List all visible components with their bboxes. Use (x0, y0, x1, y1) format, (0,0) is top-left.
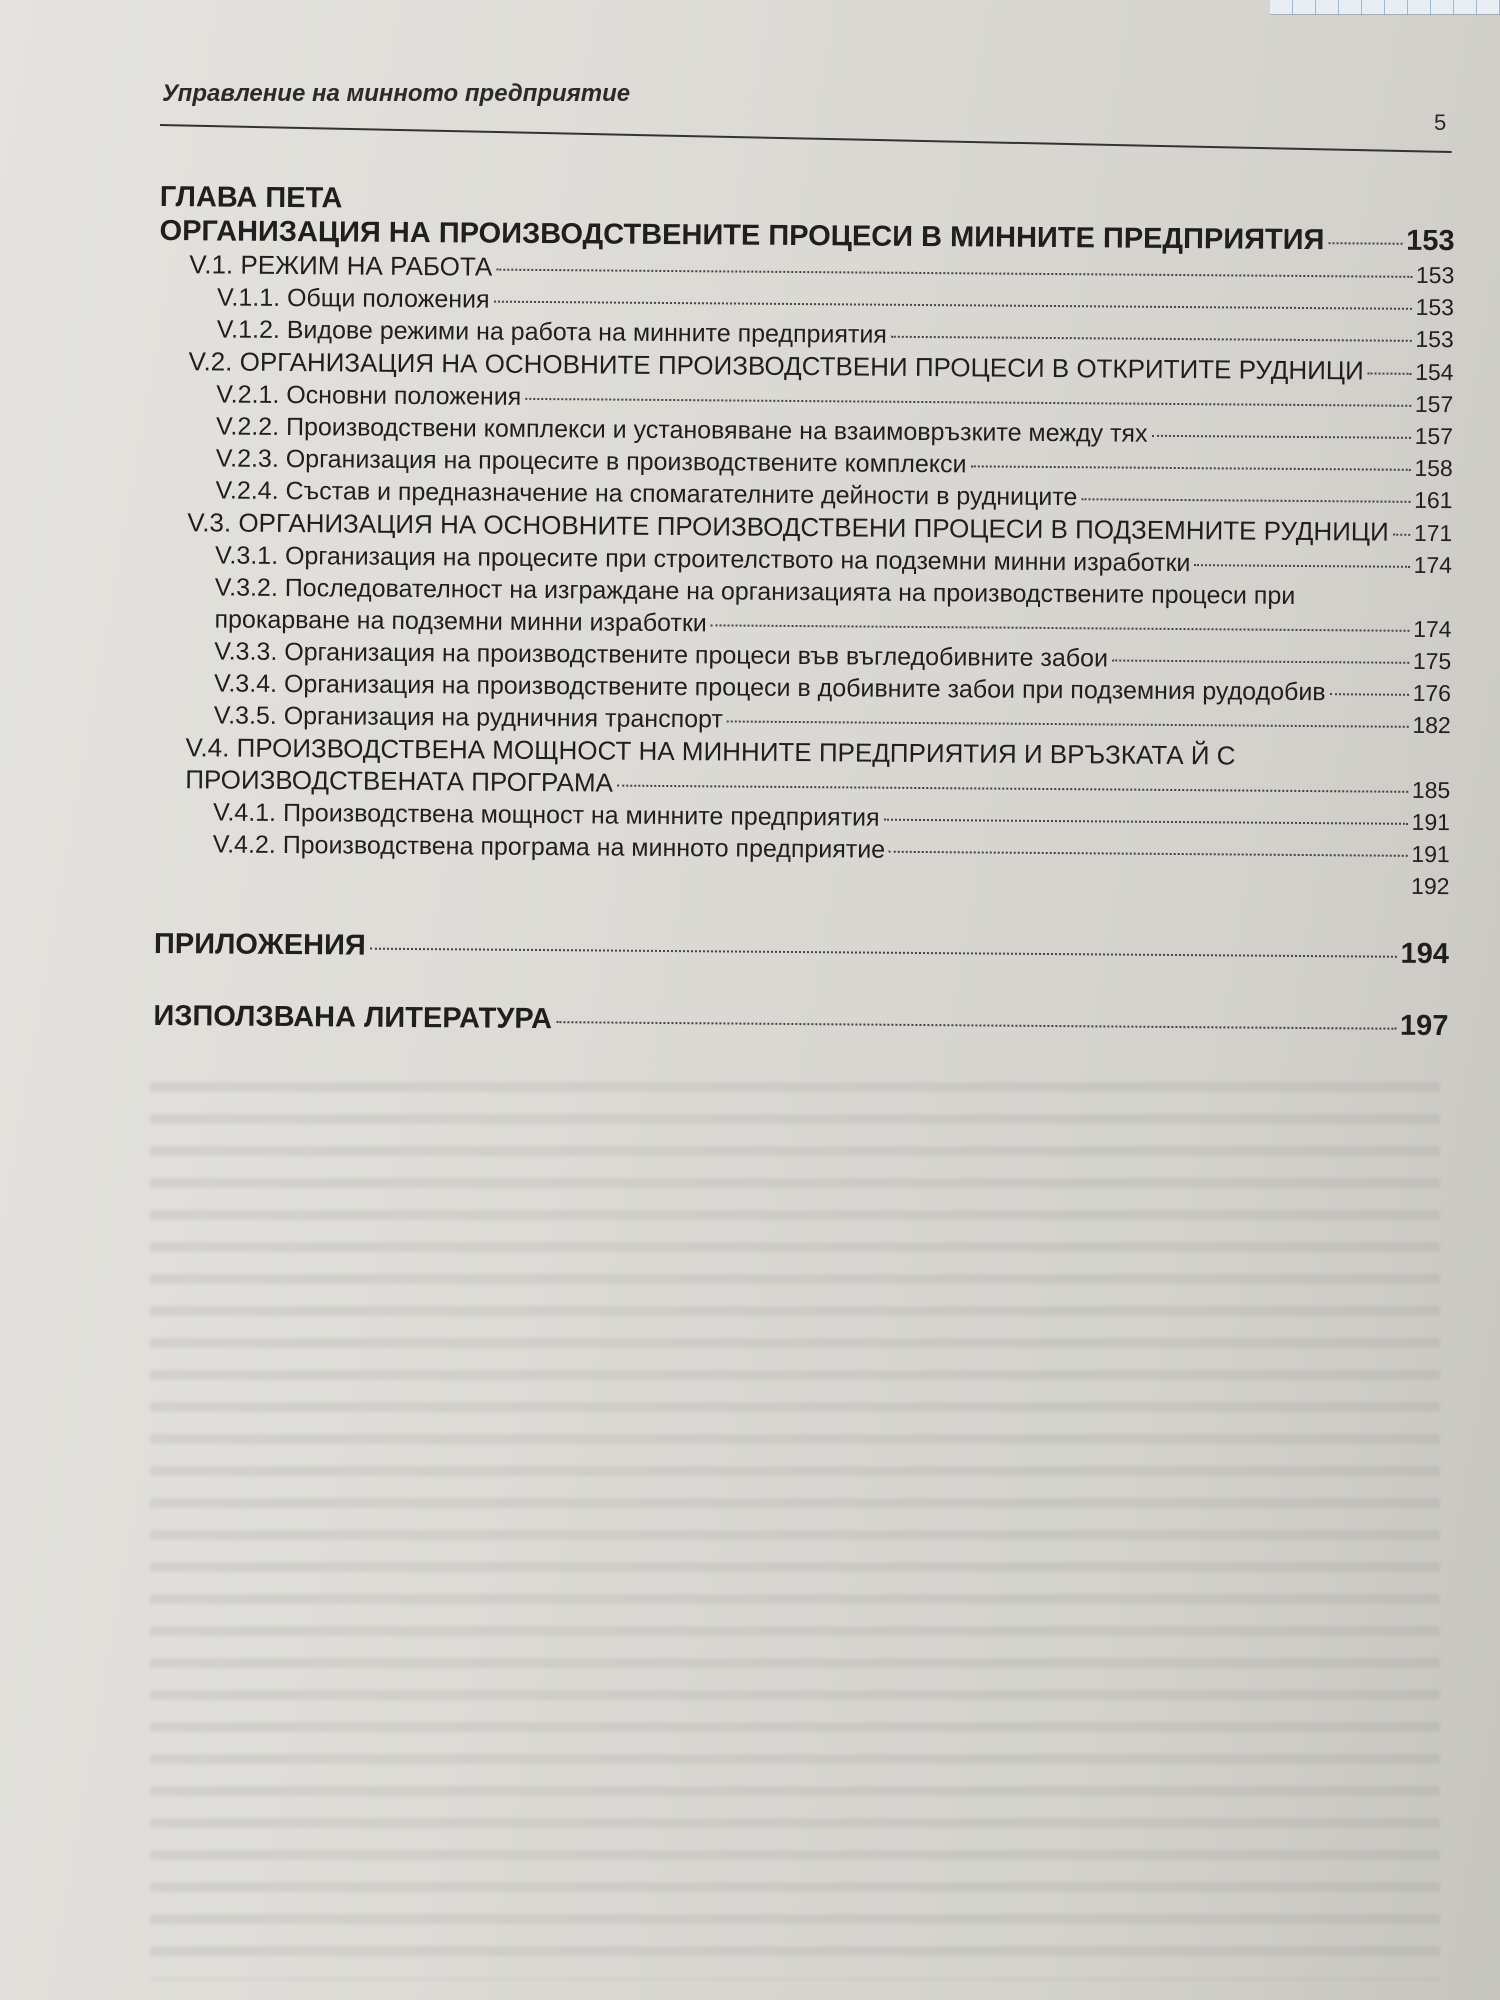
toc-entry-page: 157 (1414, 422, 1454, 450)
toc-entry-title: V.3.3. Организация на производствените процеси във въгледобивните забои (214, 637, 1109, 673)
table-of-contents (153, 180, 1455, 1044)
toc-entry-page: 171 (1413, 519, 1453, 547)
header-rule (160, 124, 1452, 153)
toc-entry-title: прокарване на подземни минни изработки (214, 605, 707, 638)
toc-entry-title: V.4.2. Производствена програма на минното предприятие (212, 830, 886, 864)
toc-entry-title-line: V.4. ПРОИЗВОДСТВЕНА МОЩНОСТ НА МИННИТЕ ПРЕДПРИЯТИЯ И ВРЪЗКАТА Й С (185, 732, 1236, 771)
running-header-title: Управление на минното предприятие (162, 80, 631, 107)
toc-entry-title: V.4.1. Производствена мощност на минните предприятия (212, 798, 880, 832)
toc-entry-page: 176 (1412, 679, 1452, 707)
toc-entry-page: 197 (1399, 1009, 1449, 1043)
dot-leader (370, 948, 1397, 958)
toc-entry-page: 174 (1413, 615, 1452, 643)
dot-leader (1152, 435, 1411, 439)
page-number: 5 (1434, 110, 1447, 135)
dot-leader (1330, 693, 1409, 696)
toc-entry-title: V.2.4. Състав и предназначение на спомагателните дейности в рудниците (215, 476, 1078, 512)
toc-entry-title: ИЗПОЛЗВАНА ЛИТЕРАТУРА (153, 999, 553, 1036)
toc-entry-title: V.1.1. Общи положения (216, 283, 490, 314)
dot-leader (494, 301, 1412, 310)
dot-leader (556, 1021, 1396, 1030)
show-through-text (150, 1060, 1440, 1980)
toc-entry-page: 161 (1414, 486, 1453, 514)
toc-entry-title: ОРГАНИЗАЦИЯ НА ПРОИЗВОДСТВЕНИТЕ ПРОЦЕСИ В МИННИТЕ ПРЕДПРИЯТИЯ (159, 214, 1325, 257)
toc-entry-page: 175 (1412, 647, 1452, 675)
toc-entry-page: 191 (1411, 808, 1451, 836)
toc-entry-page: 153 (1406, 224, 1455, 258)
toc-entry-title: V.2.1. Основни положения (216, 380, 522, 411)
dot-leader (1081, 498, 1410, 503)
toc-entry-title: V.3.1. Организация на процесите при строителството на подземни минни изработки (214, 541, 1191, 578)
dot-leader (496, 269, 1412, 278)
toc-entry-title: V.2. ОРГАНИЗАЦИЯ НА ОСНОВНИТЕ ПРОИЗВОДСТВЕНИ ПРОЦЕСИ В ОТКРИТИТЕ РУДНИЦИ (188, 346, 1364, 386)
dot-leader (1368, 372, 1411, 374)
dot-leader (891, 336, 1412, 342)
toc-entry-title: V.1.2. Видове режими на работа на минните предприятия (216, 315, 888, 349)
dot-leader (727, 720, 1409, 727)
chapter-label: ГЛАВА ПЕТА (159, 180, 343, 215)
toc-entry-page: 153 (1415, 293, 1455, 321)
toc-entry-title: ПРИЛОЖЕНИЯ (153, 927, 366, 962)
toc-entry-title-line: V.3.2. Последователност на изграждане на организацията на производствените процеси при (214, 573, 1296, 610)
toc-entry-page: 157 (1414, 390, 1454, 418)
graph-paper-edge (1270, 0, 1500, 15)
dot-leader (889, 851, 1407, 857)
toc-entry-page: 192 (1411, 872, 1450, 900)
toc-entry-page: 182 (1412, 711, 1451, 739)
toc-entry-title: V.3. ОРГАНИЗАЦИЯ НА ОСНОВНИТЕ ПРОИЗВОДСТВЕНИ ПРОЦЕСИ В ПОДЗЕМНИТЕ РУДНИЦИ (187, 507, 1389, 547)
dot-leader (711, 624, 1409, 631)
toc-entry-title: V.3.5. Организация на рудничния транспорт (213, 701, 724, 734)
toc-entry-title: V.3.4. Организация на производствените процеси в добивните забои при подземния рудодобив (213, 669, 1326, 707)
toc-entry-page: 194 (1400, 937, 1450, 971)
dot-leader (1328, 242, 1402, 245)
dot-leader (884, 819, 1408, 825)
dot-leader (1393, 534, 1410, 536)
dot-leader (1194, 564, 1409, 568)
toc-entry-page: 191 (1411, 840, 1450, 868)
toc-entry-title: V.1. РЕЖИМ НА РАБОТА (189, 249, 493, 282)
toc-entry-title: V.2.2. Производствени комплекси и установяване на взаимовръзките между тях (215, 412, 1148, 448)
toc-entry-page: 174 (1413, 551, 1453, 579)
toc-entry-page: 153 (1415, 261, 1455, 289)
toc-entry-page: 154 (1415, 358, 1454, 386)
toc-entry-page: 153 (1415, 325, 1454, 353)
toc-entry-page: 158 (1414, 454, 1453, 482)
toc-entry-title: ПРОИЗВОДСТВЕНАТА ПРОГРАМА (185, 764, 614, 798)
dot-leader (1112, 659, 1409, 663)
dot-leader (971, 465, 1411, 470)
toc-entry-title: V.2.3. Организация на процесите в производствените комплекси (215, 444, 967, 479)
dot-leader (617, 785, 1408, 793)
toc-entry-page: 185 (1411, 776, 1451, 804)
dot-leader (525, 398, 1411, 407)
